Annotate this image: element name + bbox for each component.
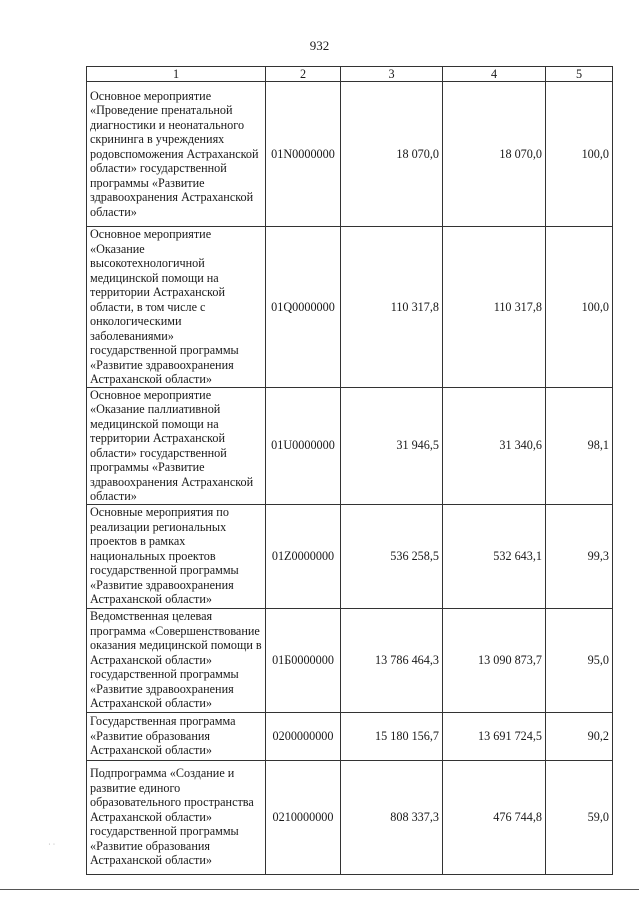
scan-speck: ˙ ˙ — [48, 842, 56, 851]
table-row — [87, 760, 613, 874]
row-percent: 100,0 — [546, 82, 613, 227]
row-code: 01Q0000000 — [266, 227, 341, 388]
table-row — [87, 82, 613, 227]
row-percent: 59,0 — [546, 760, 613, 874]
column-header-1: 1 — [87, 67, 266, 82]
row-actual: 110 317,8 — [443, 227, 546, 388]
row-name: Ведомственная целевая программа «Совершенствование оказания медицинской помощи в Астраханской области» государственной программы «Развитие здравоохранения Астраханской области» — [87, 608, 266, 712]
row-percent: 100,0 — [546, 227, 613, 388]
row-name: Подпрограмма «Создание и развитие единого образовательного пространства Астраханской области» государственной программы «Развитие образования Астраханской области» — [87, 760, 266, 874]
row-planned: 18 070,0 — [341, 82, 443, 227]
table-row — [87, 712, 613, 760]
row-actual: 476 744,8 — [443, 760, 546, 874]
table-row — [87, 608, 613, 712]
row-code: 01N0000000 — [266, 82, 341, 227]
row-actual: 13 090 873,7 — [443, 608, 546, 712]
row-code: 01Z0000000 — [266, 504, 341, 608]
row-name: Основное мероприятие «Проведение пренатальной диагностики и неонатального скрининга в учреждениях родовспоможения Астраханской области» государственной программы «Развитие здравоохранения Астраханской области» — [87, 82, 266, 227]
row-code: 01U0000000 — [266, 387, 341, 504]
row-actual: 13 691 724,5 — [443, 712, 546, 760]
row-actual: 532 643,1 — [443, 504, 546, 608]
row-actual: 18 070,0 — [443, 82, 546, 227]
row-actual: 31 340,6 — [443, 387, 546, 504]
table-row — [87, 227, 613, 388]
row-planned: 110 317,8 — [341, 227, 443, 388]
row-percent: 90,2 — [546, 712, 613, 760]
page-bottom-rule — [0, 889, 639, 890]
column-header-2: 2 — [266, 67, 341, 82]
row-name: Основное мероприятие «Оказание высокотехнологичной медицинской помощи на территории Астраханской области, в том числе с онкологическими заболеваниями» государственной программы «Развитие здравоохранения Астраханской области» — [87, 227, 266, 388]
row-percent: 99,3 — [546, 504, 613, 608]
table-header-row — [87, 67, 613, 82]
row-percent: 98,1 — [546, 387, 613, 504]
table-row — [87, 387, 613, 504]
row-planned: 15 180 156,7 — [341, 712, 443, 760]
row-planned: 31 946,5 — [341, 387, 443, 504]
row-code: 01Б0000000 — [266, 608, 341, 712]
row-name: Основные мероприятия по реализации региональных проектов в рамках национальных проектов государственной программы «Развитие здравоохранения Астраханской области» — [87, 504, 266, 608]
column-header-5: 5 — [546, 67, 613, 82]
table-row — [87, 504, 613, 608]
row-planned: 536 258,5 — [341, 504, 443, 608]
row-name: Основное мероприятие «Оказание паллиативной медицинской помощи на территории Астраханской области» государственной программы «Развитие здравоохранения Астраханской области» — [87, 387, 266, 504]
budget-table — [86, 66, 613, 875]
row-code: 0200000000 — [266, 712, 341, 760]
page-number: 932 — [309, 38, 330, 53]
row-code: 0210000000 — [266, 760, 341, 874]
row-planned: 808 337,3 — [341, 760, 443, 874]
column-header-3: 3 — [341, 67, 443, 82]
row-name: Государственная программа «Развитие образования Астраханской области» — [87, 712, 266, 760]
row-percent: 95,0 — [546, 608, 613, 712]
column-header-4: 4 — [443, 67, 546, 82]
row-planned: 13 786 464,3 — [341, 608, 443, 712]
